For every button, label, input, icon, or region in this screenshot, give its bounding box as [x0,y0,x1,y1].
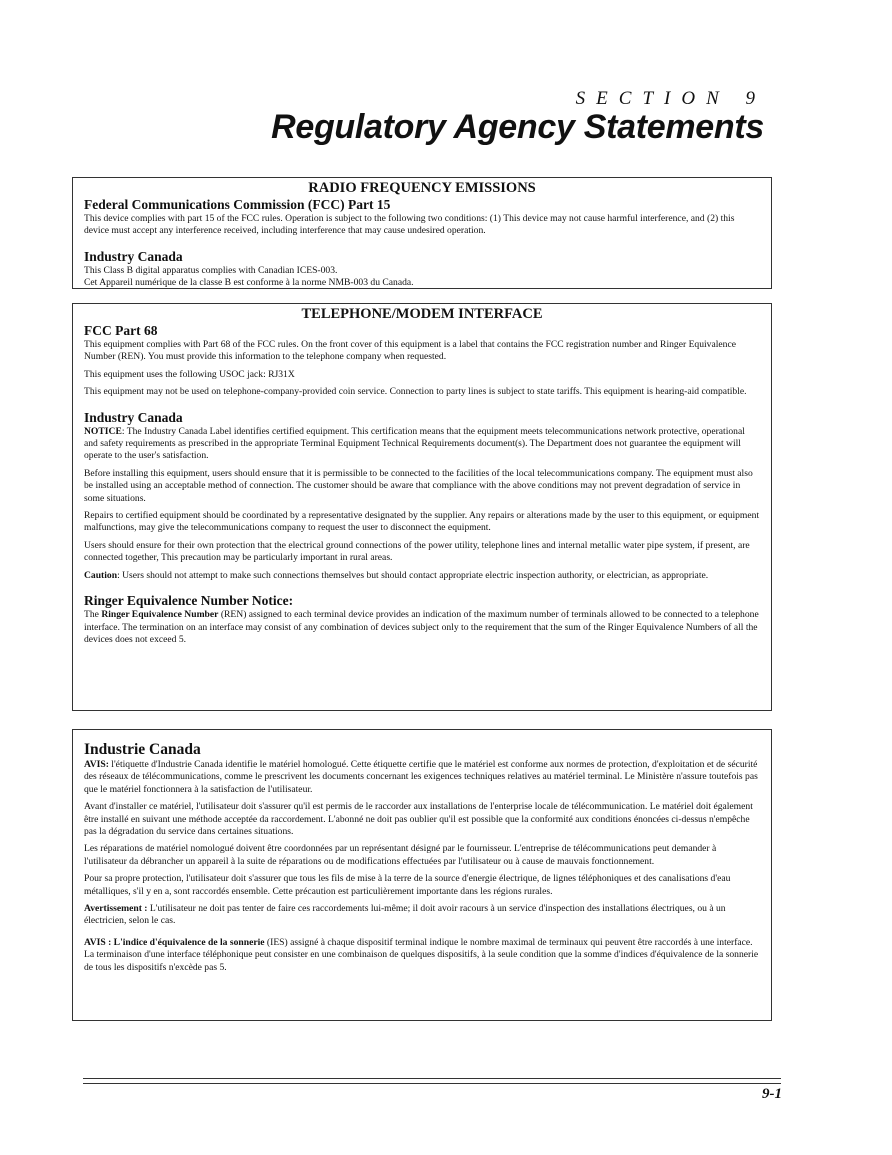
footer-rule-top [83,1078,781,1079]
repairs-paragraph: Repairs to certified equipment should be coordinated by a representative designated by the supplier. Any repairs or alterations made by the user to this equipment, or equipment malfunctions, may give the telecommunications company to request the user to disconnect the equipment. [84,510,760,534]
notice-text: : The Industry Canada Label identifies certified equipment. This certification means that the equipment meets telecommunications network protective, operational and safety requirements as prescribed in the appropriate Terminal Equipment Technical Requirements document(s). The Department does not guarantee the equipment will operate to the user's satisfaction. [84,425,745,462]
telephone-modem-interface-box [72,303,772,711]
industrie-canada-heading: Industrie Canada [84,741,201,758]
notice-paragraph [84,426,760,463]
footer-rule-bottom [83,1083,781,1084]
ground-connections-paragraph: Users should ensure for their own protection that the electrical ground connections of the power utility, telephone lines and internal metallic water pipe system, if present, are connected together, This precaution may be particularly important in rural areas. [84,539,750,564]
ren-paragraph [84,609,760,646]
usoc-jack-paragraph: This equipment uses the following USOC jack: RJ31X [84,368,295,380]
ices-line: This Class B digital apparatus complies with Canadian ICES-003. [84,264,338,276]
installation-fr-paragraph: Avant d'installer ce matériel, l'utilisateur doit s'assurer qu'il est permis de le raccorder aux installations de l'enterprise locale de télécommunication. Le matériel doit également être installé en suivant une méthode acceptée da raccordement. L'abonné ne doit pas oublier qu'il est possible que la conformité aux conditions énoncées ci-dessus n'empêche pas la dégradation du service dans certaines situations. [84,801,753,838]
ies-paragraph [84,937,760,974]
fcc-part68-paragraph: This equipment complies with Part 68 of the FCC rules. On the front cover of this equipment is a label that contains the FCC registration number and Ringer Equivalence Number (REN). You must provide this information to the telephone company when requested. [84,339,736,363]
ies-text: (IES) assigné à chaque dispositif terminal indique le nombre maximal de terminaux qui peuvent être raccordés à une interface. La terminaison d'une interface téléphonique peut consister en une combinaison de quelques dispositifs, à la seule condition que la somme d'indices d'équivalence de la sonnerie de tous les dispositifs n'excède pas 5. [84,936,759,973]
ren-text: (REN) assigned to each terminal device provides an indication of the maximum number of terminals allowed to be connected to a telephone interface. The termination on an interface may consist of any combination of devices subject only to the requirement that the sum of the Ringer Equivalence Numbers of all the devices does not exceed 5. [84,609,759,645]
ies-label: AVIS : L'indice d'équivalence de la sonnerie [84,936,265,948]
nmb-line: Cet Appareil numérique de la classe B est conforme à la norme NMB-003 du Canada. [84,277,414,289]
fcc-part15-text: This device complies with part 15 of the FCC rules. Operation is subject to the following two conditions: (1) This device may not cause harmful interference, and (2) this device must accept any interference received, including interference that may cause undesired operation. [84,213,735,237]
ren-notice-heading: Ringer Equivalence Number Notice: [84,593,294,609]
section-label: SECTION 9 [575,88,766,109]
avis-text: l'étiquette d'Industrie Canada identifie le matériel homologué. Cette étiquette certifie que le matériel est conforme aux normes de protection, d'exploitation et de sécurité des réseaux de télécommunications, comme le prescrivent les documents concernant les exigences techniques relatives au matériel terminal. Le Ministère n'assure toutefois pas que le matériel fonctionnera à la satisfaction de l'utilisateur. [84,759,758,795]
coin-service-paragraph: This equipment may not be used on telephone-company-provided coin service. Connection to party lines is subject to state tariffs. This equipment is hearing-aid compatible. [84,386,747,398]
industry-canada-heading: Industry Canada [84,248,183,264]
caution-text: : Users should not attempt to make such connections themselves but should contact appropriate electric inspection authority, or electrician, as appropriate. [117,569,709,581]
page-title: Regulatory Agency Statements [271,108,764,146]
protection-paragraph: Pour sa propre protection, l'utilisateur doit s'assurer que tous les fils de mise à la terre de la source d'energie électrique, de lignes téléphoniques et des canalisations d'eau métalliques, s'il y en a, sont raccordés ensemble. Cette précaution est particulièrement importante dans les régions rurales. [84,873,731,897]
reparations-paragraph: Les réparations de matériel nomologué doivent être coordonnées par un représentant désigné par le fournisseur. L'entreprise de télécommunications peut demander à l'utilisateur da débrancher un appareil à la suite de réparations ou de modifications effectuées par l'utilisateur ou à cause de mauvais fonctionnement. [84,843,717,867]
industry-canada-heading: Industry Canada [84,409,183,425]
rf-box-title: RADIO FREQUENCY EMISSIONS [308,180,536,196]
radio-frequency-emissions-box [72,177,772,289]
avertissement-text: L'utilisateur ne doit pas tenter de faire ces raccordements lui-même; il doit avoir racours à un service d'inspection des installations électriques, ou à un électricien, selon le cas. [84,903,726,927]
avertissement-label: Avertissement : [84,903,148,915]
avertissement-paragraph [84,903,760,928]
caution-paragraph [84,570,760,582]
installation-paragraph: Before installing this equipment, users should ensure that it is permissible to be connected to the facilities of the local telecommunications company. The equipment must also be installed using an acceptable method of connection. The customer should be aware that compliance with the above conditions may not prevent degradation of service in some situations. [84,467,753,504]
ren-bold-term: Ringer Equivalence Number [101,609,219,621]
fcc-part68-heading: FCC Part 68 [84,323,158,338]
avis-label: AVIS: [84,759,109,770]
tel-box-title: TELEPHONE/MODEM INTERFACE [301,306,543,322]
notice-label: NOTICE [84,425,122,437]
page-number: 9-1 [762,1086,782,1102]
ren-pre: The [84,609,102,621]
industrie-canada-box [72,729,772,1021]
avis-paragraph [84,759,760,796]
fcc-part15-heading: Federal Communications Commission (FCC) Part 15 [84,197,391,212]
caution-label: Caution [84,569,118,581]
